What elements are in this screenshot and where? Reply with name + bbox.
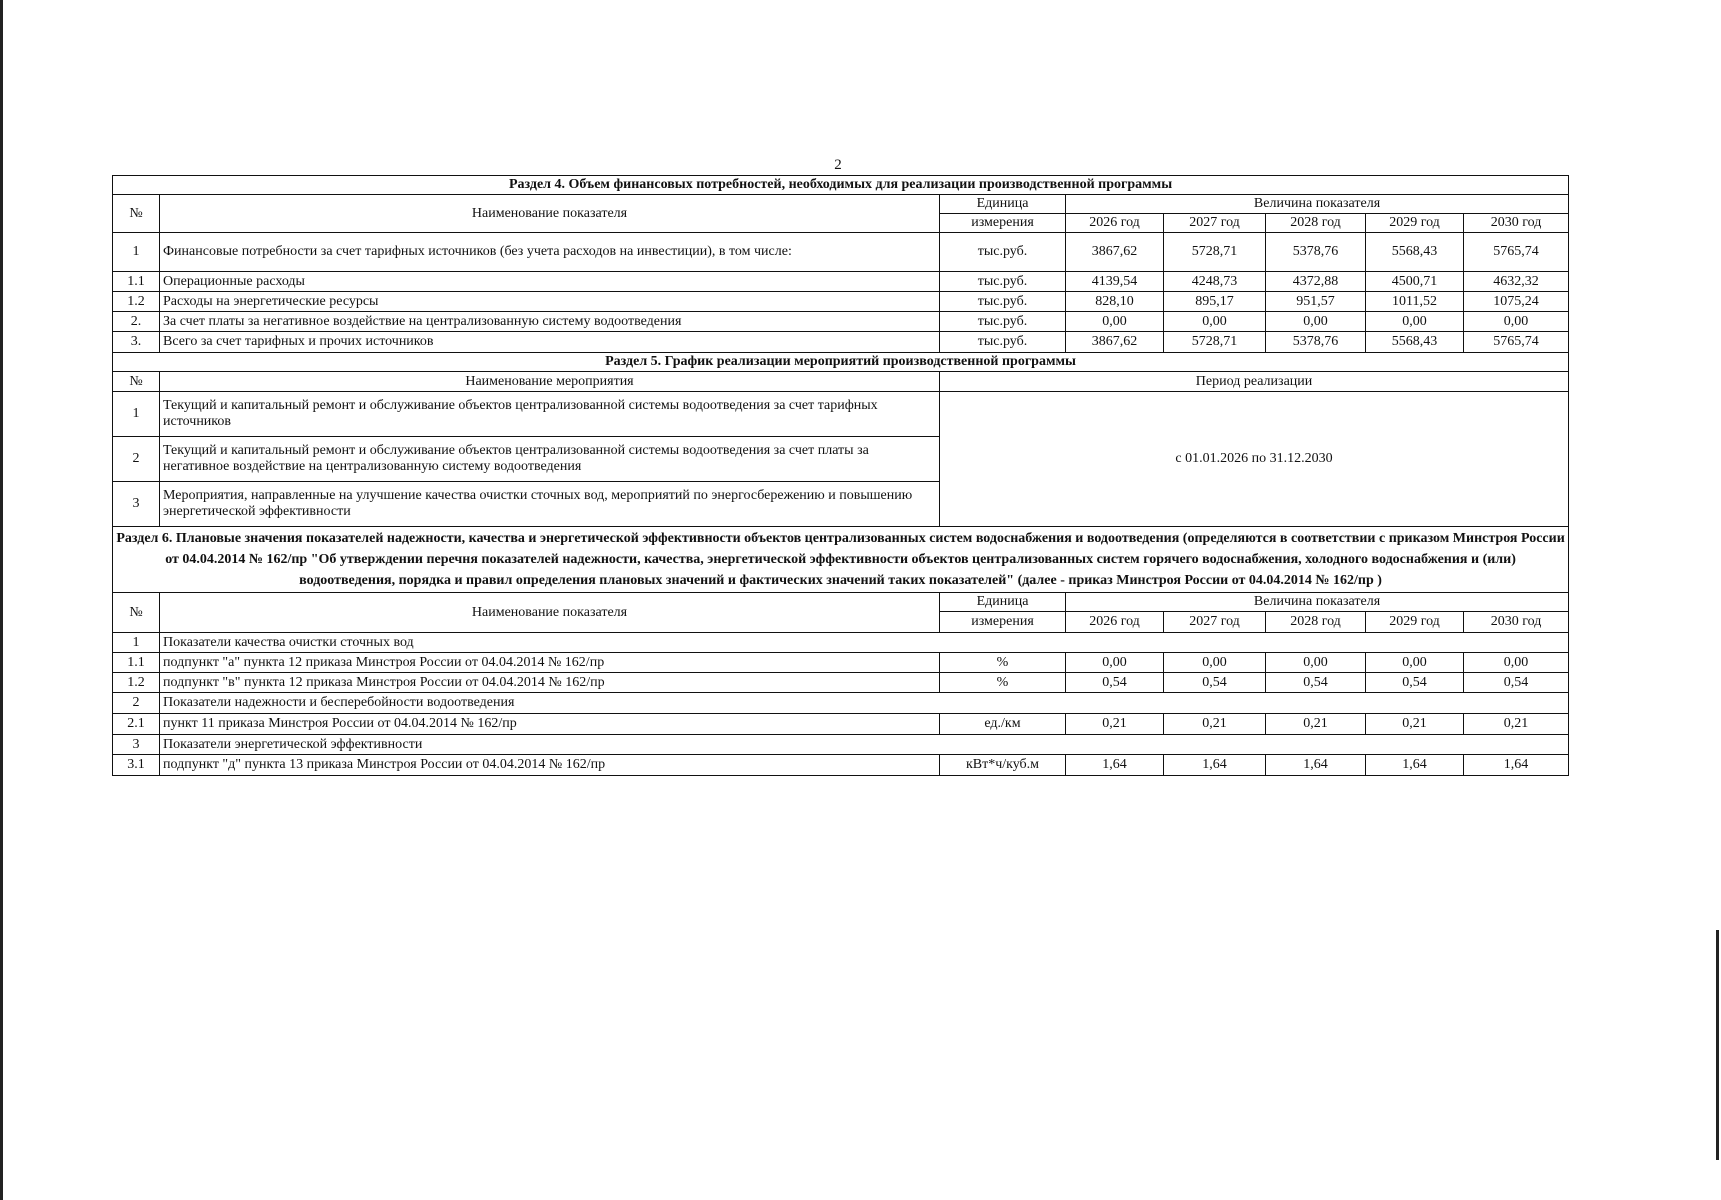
section4-year-2029: 2029 год [1366,214,1464,233]
row-num: 1.1 [113,653,160,673]
row-value-2028: 0,00 [1266,653,1366,673]
section6-year-2029: 2029 год [1366,612,1464,633]
row-num: 1.2 [113,292,160,312]
row-num: 2. [113,312,160,332]
row-value-2029: 0,21 [1366,714,1464,735]
row-value-2029: 5568,43 [1366,233,1464,272]
row-name: пункт 11 приказа Минстроя России от 04.04.2014 № 162/пр [160,714,940,735]
section6-col-name: Наименование показателя [160,593,940,633]
row-unit: тыс.руб. [940,312,1066,332]
section6-col-unit-1: Единица [940,593,1066,612]
table-row [113,633,1569,653]
row-unit: тыс.руб. [940,292,1066,312]
section6-title-row [113,527,1569,593]
row-value-2026: 0,21 [1066,714,1164,735]
row-value-2030: 1,64 [1464,755,1569,776]
row-value-2030: 4632,32 [1464,272,1569,292]
section4-col-num: № [113,195,160,233]
table-row [113,673,1569,693]
section4-year-2026: 2026 год [1066,214,1164,233]
scan-edge-right [1716,930,1719,1160]
table-row [113,693,1569,714]
row-value-2030: 0,00 [1464,653,1569,673]
section6-col-num: № [113,593,160,633]
row-unit: тыс.руб. [940,272,1066,292]
row-value-2030: 5765,74 [1464,233,1569,272]
row-num: 3.1 [113,755,160,776]
section6-header-row-1 [113,593,1569,612]
section5-col-name: Наименование мероприятия [160,372,940,392]
row-name: Всего за счет тарифных и прочих источников [160,332,940,353]
row-value-2027: 5728,71 [1164,233,1266,272]
section5-period: с 01.01.2026 по 31.12.2030 [940,392,1569,527]
table-row [113,292,1569,312]
row-name: подпункт "в" пункта 12 приказа Минстроя России от 04.04.2014 № 162/пр [160,673,940,693]
table-row [113,653,1569,673]
section4-year-2028: 2028 год [1266,214,1366,233]
section6-year-2027: 2027 год [1164,612,1266,633]
section4-col-unit-2: измерения [940,214,1066,233]
row-value-2027: 1,64 [1164,755,1266,776]
row-value-2027: 4248,73 [1164,272,1266,292]
section5-title: Раздел 5. График реализации мероприятий производственной программы [113,353,1569,372]
row-value-2028: 1,64 [1266,755,1366,776]
row-value-2028: 0,21 [1266,714,1366,735]
row-value-2026: 0,00 [1066,312,1164,332]
row-value-2029: 1,64 [1366,755,1464,776]
row-unit: % [940,653,1066,673]
table-row [113,714,1569,735]
row-value-2029: 0,00 [1366,653,1464,673]
table-row [113,312,1569,332]
row-value-2026: 3867,62 [1066,332,1164,353]
row-value-2027: 0,21 [1164,714,1266,735]
row-num: 3. [113,332,160,353]
row-value-2030: 5765,74 [1464,332,1569,353]
section6-col-value: Величина показателя [1066,593,1569,612]
section4-header-row-1 [113,195,1569,214]
section6-year-2030: 2030 год [1464,612,1569,633]
section5-col-period: Период реализации [940,372,1569,392]
row-name: Текущий и капитальный ремонт и обслуживание объектов централизованной системы водоотведения за счет тарифных источников [160,392,940,437]
row-num: 2.1 [113,714,160,735]
row-name: Мероприятия, направленные на улучшение качества очистки сточных вод, мероприятий по энергосбережению и повышению энергетической эффективности [160,482,940,527]
section4-year-2027: 2027 год [1164,214,1266,233]
table-row [113,272,1569,292]
row-name: Расходы на энергетические ресурсы [160,292,940,312]
section4-title: Раздел 4. Объем финансовых потребностей, необходимых для реализации производственной программы [113,176,1569,195]
row-value-2026: 0,54 [1066,673,1164,693]
row-value-2028: 951,57 [1266,292,1366,312]
section4-col-unit-1: Единица [940,195,1066,214]
row-value-2030: 0,54 [1464,673,1569,693]
row-value-2030: 1075,24 [1464,292,1569,312]
section4-col-name: Наименование показателя [160,195,940,233]
section4-col-value: Величина показателя [1066,195,1569,214]
row-group-name: Показатели энергетической эффективности [160,735,1569,755]
section4-year-2030: 2030 год [1464,214,1569,233]
row-num: 1 [113,233,160,272]
row-num: 2 [113,693,160,714]
row-name: За счет платы за негативное воздействие на централизованную систему водоотведения [160,312,940,332]
row-value-2029: 1011,52 [1366,292,1464,312]
row-name: Финансовые потребности за счет тарифных источников (без учета расходов на инвестиции), в том числе: [160,233,940,272]
row-num: 1 [113,633,160,653]
row-num: 1.1 [113,272,160,292]
row-group-name: Показатели надежности и бесперебойности водоотведения [160,693,1569,714]
row-num: 1 [113,392,160,437]
row-name: подпункт "а" пункта 12 приказа Минстроя России от 04.04.2014 № 162/пр [160,653,940,673]
row-value-2029: 0,54 [1366,673,1464,693]
row-name: подпункт "д" пункта 13 приказа Минстроя России от 04.04.2014 № 162/пр [160,755,940,776]
production-program-table [112,175,1569,776]
row-value-2026: 828,10 [1066,292,1164,312]
section5-header-row [113,372,1569,392]
page-number: 2 [834,157,842,173]
row-value-2027: 5728,71 [1164,332,1266,353]
scan-edge-left [0,0,3,1200]
row-value-2030: 0,21 [1464,714,1569,735]
section6-col-unit-2: измерения [940,612,1066,633]
section6-year-2028: 2028 год [1266,612,1366,633]
row-value-2029: 0,00 [1366,312,1464,332]
row-name: Текущий и капитальный ремонт и обслуживание объектов централизованной системы водоотведения за счет платы за негативное воздействие на централизованную систему водоотведения [160,437,940,482]
row-num: 3 [113,735,160,755]
row-value-2027: 0,00 [1164,653,1266,673]
row-num: 3 [113,482,160,527]
table-row [113,392,1569,437]
section6-title: Раздел 6. Плановые значения показателей надежности, качества и энергетической эффективности объектов централизованных систем водоснабжения и водоотведения (определяются в соответствии с приказом Минстроя России от 04.04.2014 № 162/пр "Об утверждении перечня показателей надежности, качества, энергетической эффективности объектов централизованных систем горячего водоснабжения, холодного водоснабжения и (или) водоотведения, порядка и правил определения плановых значений и фактических значений таких показателей" (далее - приказ Минстроя России от 04.04.2014 № 162/пр ) [113,527,1569,593]
section6-year-2026: 2026 год [1066,612,1164,633]
row-value-2028: 5378,76 [1266,233,1366,272]
row-value-2028: 5378,76 [1266,332,1366,353]
row-unit: % [940,673,1066,693]
row-num: 2 [113,437,160,482]
table-row [113,233,1569,272]
row-value-2026: 1,64 [1066,755,1164,776]
row-value-2028: 4372,88 [1266,272,1366,292]
section4-title-row [113,176,1569,195]
section5-col-num: № [113,372,160,392]
row-unit: кВт*ч/куб.м [940,755,1066,776]
row-unit: тыс.руб. [940,233,1066,272]
row-name: Операционные расходы [160,272,940,292]
row-value-2029: 4500,71 [1366,272,1464,292]
row-value-2027: 0,54 [1164,673,1266,693]
table-row [113,735,1569,755]
row-value-2026: 3867,62 [1066,233,1164,272]
table-row [113,332,1569,353]
row-num: 1.2 [113,673,160,693]
row-value-2028: 0,00 [1266,312,1366,332]
row-value-2027: 0,00 [1164,312,1266,332]
row-value-2026: 0,00 [1066,653,1164,673]
table-row [113,755,1569,776]
row-value-2026: 4139,54 [1066,272,1164,292]
row-value-2028: 0,54 [1266,673,1366,693]
row-group-name: Показатели качества очистки сточных вод [160,633,1569,653]
row-value-2030: 0,00 [1464,312,1569,332]
row-unit: ед./км [940,714,1066,735]
section5-title-row [113,353,1569,372]
row-value-2029: 5568,43 [1366,332,1464,353]
row-value-2027: 895,17 [1164,292,1266,312]
row-unit: тыс.руб. [940,332,1066,353]
